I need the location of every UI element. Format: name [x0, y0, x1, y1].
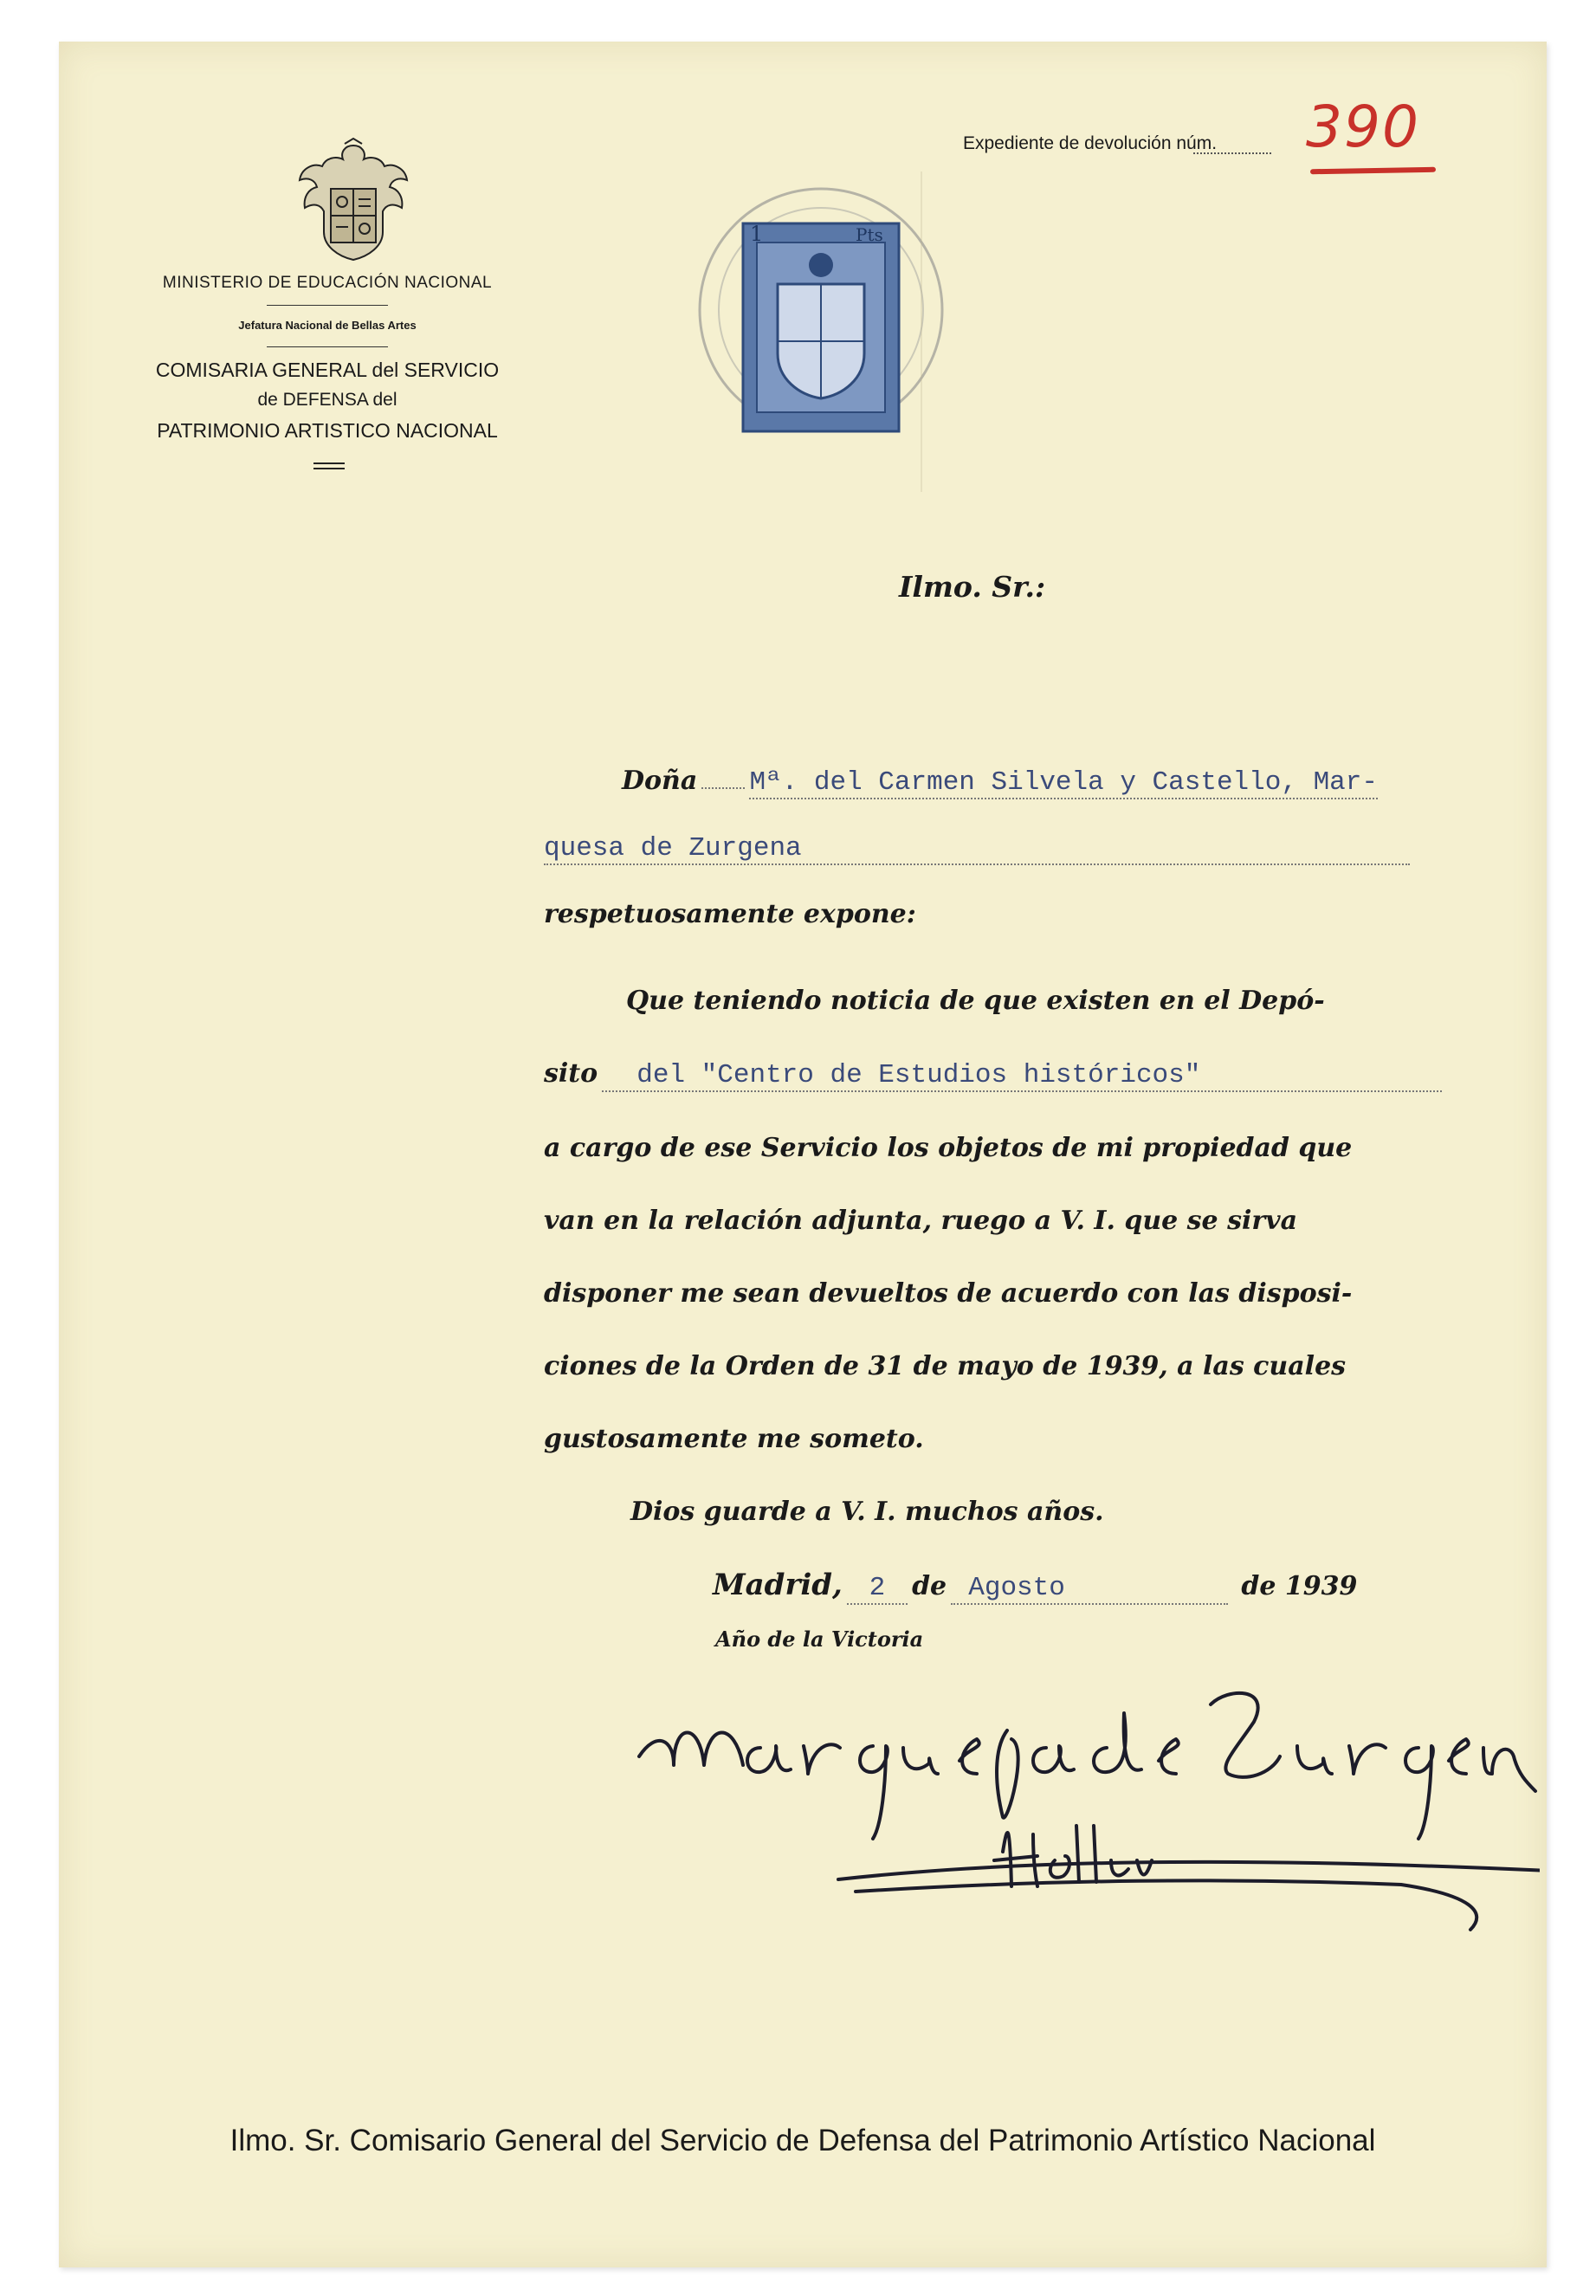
salutation: Ilmo. Sr.: — [899, 570, 1046, 604]
divider — [267, 346, 388, 347]
date-day: 2 — [847, 1573, 908, 1605]
double-rule — [313, 462, 345, 464]
comisaria-line-2: de DEFENSA del — [257, 390, 397, 410]
name-typed-2: quesa de Zurgena — [544, 833, 1410, 865]
date-line — [713, 1568, 1492, 1605]
expediente-fill-line — [1193, 152, 1271, 154]
expediente-label: Expediente de devolución núm. — [963, 133, 1218, 153]
ministry-name: MINISTERIO DE EDUCACIÓN NACIONAL — [162, 274, 493, 292]
paragraph-line-4: van en la relación adjunta, ruego a V. I. que se sirva — [544, 1206, 1298, 1236]
revenue-stamp-icon — [682, 171, 960, 492]
don-label: Doña — [622, 766, 698, 796]
comisaria-line-1: COMISARIA GENERAL del SERVICIO — [155, 359, 500, 381]
name-typed-1: Mª. del Carmen Silvela y Castello, Mar- — [749, 767, 1378, 798]
date-year: de 1939 — [1241, 1571, 1358, 1601]
jefatura-name: Jefatura Nacional de Bellas Artes — [238, 319, 417, 332]
expediente-underline — [1310, 167, 1436, 175]
ano-victoria: Año de la Victoria — [715, 1627, 924, 1652]
city: Madrid, — [713, 1568, 843, 1602]
stamp-unit: Pts — [856, 224, 883, 245]
coat-of-arms-icon — [293, 137, 414, 267]
name-line-2 — [544, 833, 1418, 865]
footer-addressee: Ilmo. Sr. Comisario General del Servicio de Defensa del Patrimonio Artístico Nacional — [229, 2124, 1376, 2157]
paragraph-line-6: ciones de la Orden de 31 de mayo de 1939, a las cuales — [544, 1351, 1347, 1381]
paragraph-line-3: a cargo de ese Servicio los objetos de mi propiedad que — [544, 1133, 1353, 1163]
sito-word: sito — [544, 1058, 598, 1089]
handwritten-signature — [622, 1652, 1540, 1964]
date-de: de — [912, 1571, 947, 1601]
paragraph-line-2 — [544, 1058, 1479, 1092]
deposit-name: del "Centro de Estudios históricos" — [602, 1060, 1442, 1092]
double-rule — [313, 468, 345, 469]
name-line-1 — [622, 766, 1496, 798]
divider — [267, 305, 388, 306]
paragraph-line-5: disponer me sean devueltos de acuerdo con las disposi- — [544, 1278, 1353, 1309]
stamp-value: 1 — [750, 222, 764, 246]
closing: Dios guarde a V. I. muchos años. — [630, 1497, 1104, 1527]
expone: respetuosamente expone: — [544, 899, 916, 929]
document-page — [59, 42, 1547, 2267]
comisaria-line-3: PATRIMONIO ARTISTICO NACIONAL — [157, 419, 498, 442]
date-month: Agosto — [951, 1573, 1228, 1605]
paragraph-line-1: Que teniendo noticia de que existen en el Depó- — [626, 986, 1325, 1016]
expediente-number: 390 — [1306, 94, 1420, 160]
paragraph-line-7: gustosamente me someto. — [544, 1424, 924, 1454]
